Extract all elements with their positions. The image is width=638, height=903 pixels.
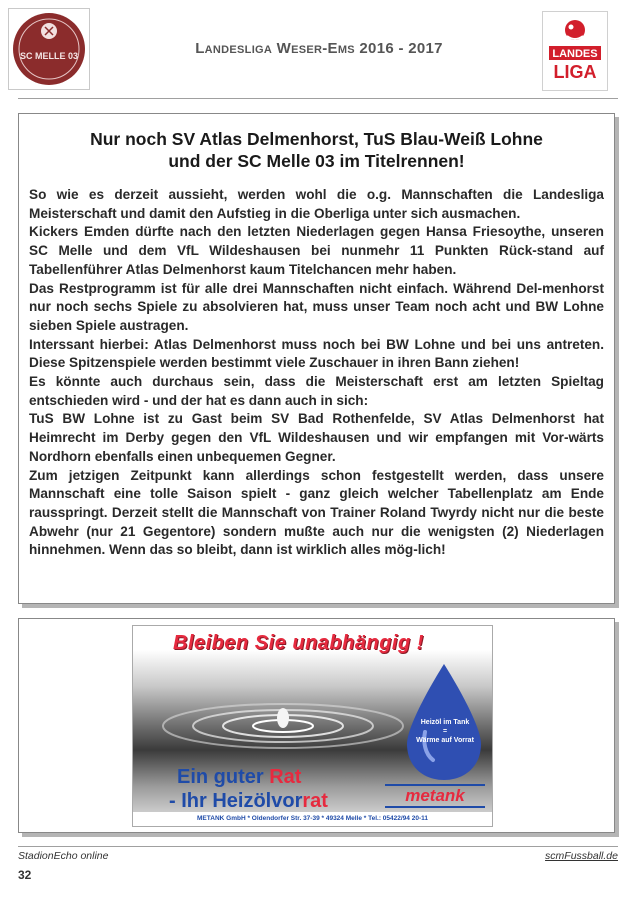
paragraph: Zum jetzigen Zeitpunkt kann allerdings schon festgestellt werden, dass unsere Mannschaft eine tolle Saison spielt - ganz gleich welcher Tabellenplatz am Ende rausspringt. Derzeit stellt die Mannschaft von Trainer Roland Twyrdy nicht nur die beste Abwehr (nur 21 Gegentore) sondern mußte auch nur die wenigsten (2) Niederlagen hinnehmen. Wenn das so bleibt, dann ist wirklich alles mög-lich!: [29, 467, 604, 558]
drop-line-3: Wärme auf Vorrat: [416, 737, 474, 744]
article-body: [29, 186, 604, 560]
footer-divider: [18, 846, 618, 847]
headline-line-2: und der SC Melle 03 im Titelrennen!: [168, 151, 465, 171]
paragraph: So wie es derzeit aussieht, werden wohl die o.g. Mannschaften die Landesliga Meisterschaft und damit den Aufstieg in die Oberliga unter sich ausmachen.: [29, 187, 604, 221]
drop-line-1: Heizöl im Tank: [420, 719, 470, 726]
league-logo-line2: LIGA: [553, 62, 597, 82]
paragraph: TuS BW Lohne ist zu Gast beim SV Bad Rothenfelde, SV Atlas Delmenhorst hat Heimrecht im Derby gegen den VfL Wildeshausen und wir empfangen mit Vor-wärts Nordhorn ebenfalls einen unbequemen Gegner.: [29, 411, 604, 464]
article-box: [18, 113, 615, 604]
club-logo-text: SC MELLE 03: [19, 51, 79, 61]
drop-line-2: =: [442, 728, 448, 735]
ad-contact-line: METANK GmbH * Oldendorfer Str. 37-39 * 49324 Melle * Tel.: 05422/94 20-11: [133, 812, 492, 826]
page-number: 32: [18, 868, 32, 882]
paragraph: Kickers Emden dürfte nach den letzten Niederlagen gegen Hansa Friesoythe, unseren SC Melle und dem VfL Wildeshausen bei nunmehr 11 Punkten Rück-stand auf Tabellenführer Atlas Delmenhorst kaum Titelchancen mehr haben.: [29, 224, 604, 277]
ad-headline: Bleiben Sie unabhängig !: [173, 632, 424, 654]
ad-slogan-1: [177, 766, 301, 789]
ad-slogan-2-highlight: rat: [302, 790, 328, 812]
drop-caption: [413, 718, 477, 745]
headline-line-1: Nur noch SV Atlas Delmenhorst, TuS Blau-Weiß Lohne: [90, 129, 543, 149]
page-title: Landesliga Weser-Ems 2016 - 2017: [195, 40, 443, 57]
paragraph: Das Restprogramm ist für alle drei Mannschaften nicht einfach. Während Del-menhorst nur noch sechs Spiele zu absolvieren hat, muss unser Team noch acht und BW Lohne sieben Spiele austragen.: [29, 280, 604, 333]
metank-logo: metank: [385, 784, 485, 808]
paragraph: Interssant hierbei: Atlas Delmenhorst muss noch bei BW Lohne und bei uns antreten. Diese Spitzenspiele werden bestimmt viele Zuschauer in ihren Bann ziehen!: [29, 336, 604, 371]
advertisement-box: [18, 618, 615, 833]
header-divider: [18, 98, 618, 99]
website-link[interactable]: scmFussball.de: [545, 850, 618, 862]
publication-name: StadionEcho online: [18, 850, 109, 862]
ad-slogan-1-highlight: Rat: [269, 766, 302, 788]
ad-slogan-2: [169, 790, 328, 813]
league-logo-icon: [543, 12, 607, 90]
article-headline: [29, 128, 604, 172]
ad-slogan-1-text: Ein guter: [177, 766, 270, 788]
league-logo-line1: LANDES: [552, 48, 598, 60]
advertisement[interactable]: [132, 625, 493, 827]
paragraph: Es könnte auch durchaus sein, dass die Meisterschaft erst am letzten Spieltag entschieden wird - und der hat es dann auch in sich:: [29, 374, 604, 408]
league-logo: [542, 11, 608, 91]
ad-slogan-2-text: - Ihr Heizölvor: [169, 790, 303, 812]
